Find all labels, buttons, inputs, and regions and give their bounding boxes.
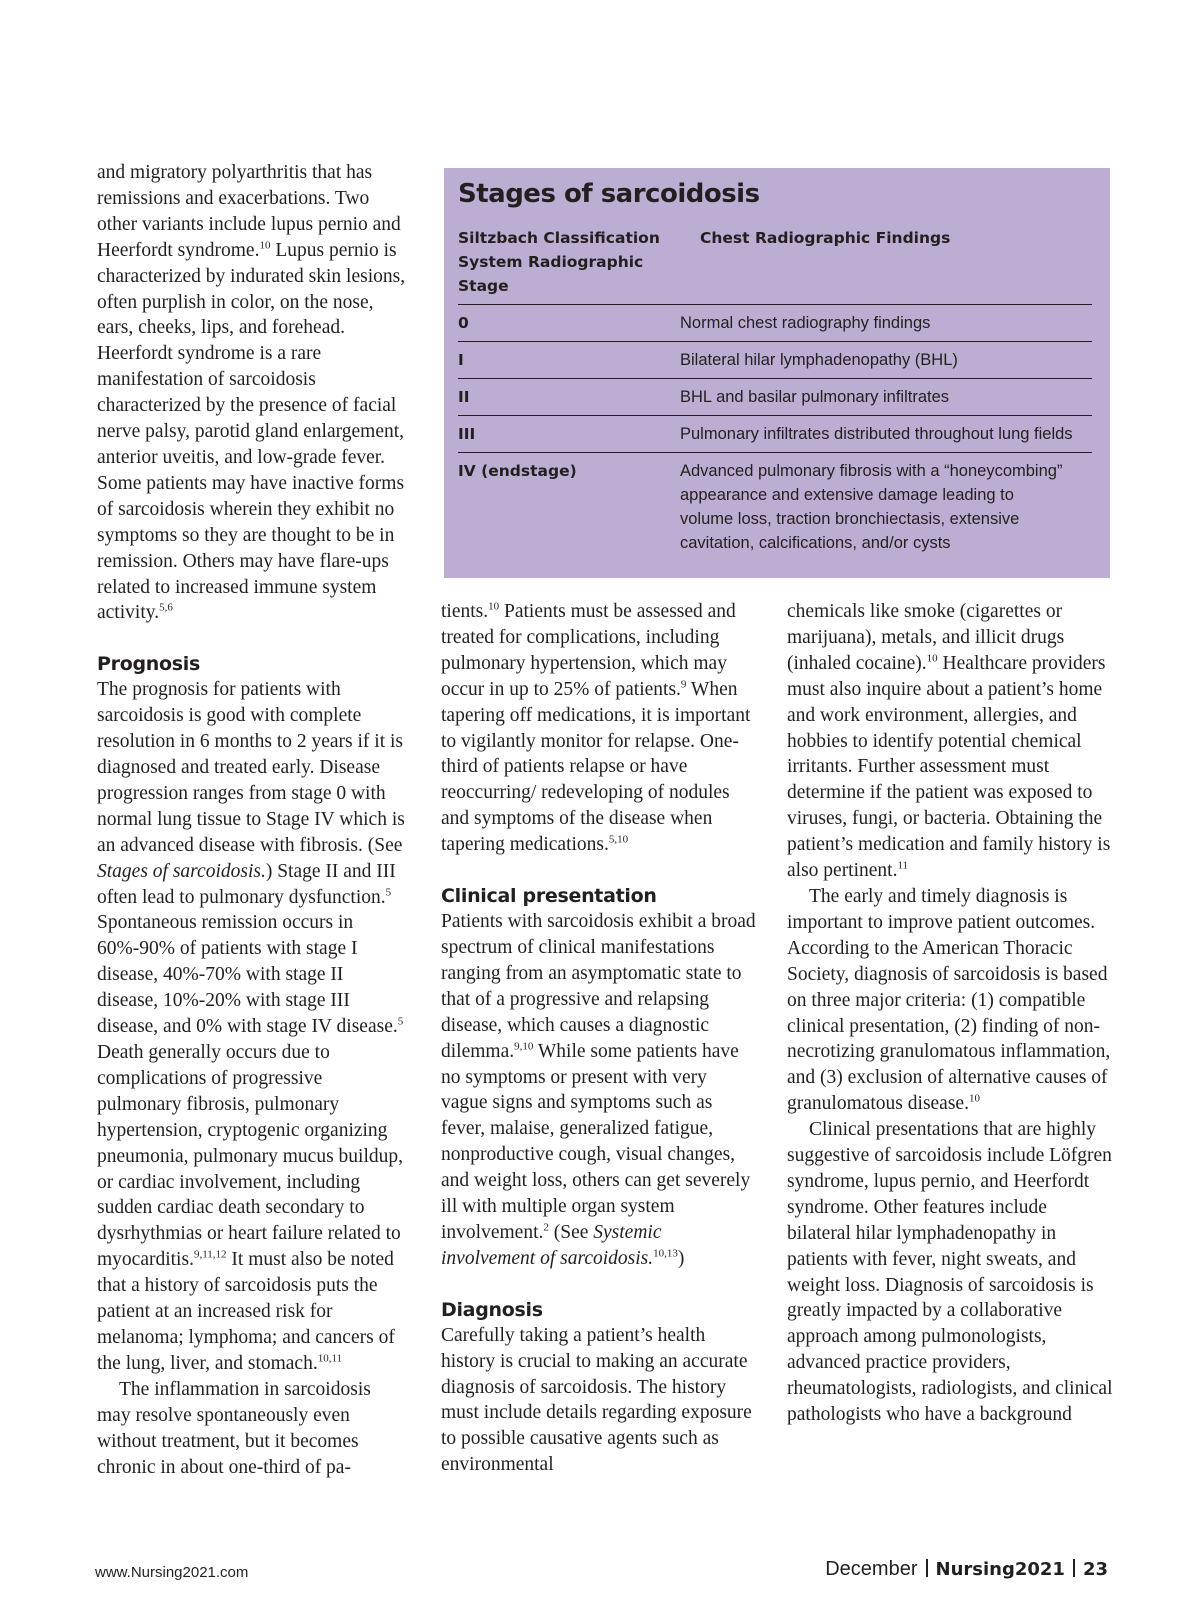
- table-row: [458, 416, 1092, 453]
- footer-page-number: 23: [1082, 1559, 1108, 1580]
- table-cell-finding: Bilateral hilar lymphadenopathy (BHL): [680, 351, 958, 369]
- table-cell-finding: Normal chest radiography findings: [680, 314, 931, 332]
- table-row: [458, 305, 1092, 342]
- table-row: [458, 379, 1092, 416]
- footer-divider: [926, 1559, 928, 1577]
- table-cell-finding: Pulmonary infiltrates distributed throughout lung fields: [680, 425, 1073, 443]
- footer-month: December: [825, 1558, 918, 1580]
- stages-table-box: [444, 168, 1110, 578]
- table-header-stage: Siltzbach Classification System Radiographic Stage: [458, 229, 660, 295]
- paragraph: Carefully taking a patient’s health history is crucial to making an accurate diagnosis of sarcoidosis. The history must include details regarding exposure to possible causative agents such as environmental: [441, 1324, 752, 1476]
- paragraph: The early and timely diagnosis is important to improve patient outcomes. According to the American Thoracic Society, diagnosis of sarcoidosis is based on three major criteria: (1) compatible clinical presentation, (2) finding of non-necrotizing granulomatous inflammation, and (3) exclusion of alternative causes of granulomatous disease.$^{10}$: [787, 885, 1111, 1115]
- section-heading-diagnosis: Diagnosis: [441, 1298, 543, 1321]
- paragraph: The inflammation in sarcoidosis may resolve spontaneously even without treatment, but it becomes chronic in about one-third of pa-: [97, 1378, 371, 1478]
- table-header-row: [458, 226, 1092, 305]
- table-cell-finding: BHL and basilar pulmonary infiltrates: [680, 388, 950, 406]
- table-cell-finding: Advanced pulmonary fibrosis with a “honeycombing” appearance and extensive damage leading to volume loss, traction bronchiectasis, extensive cavitation, calcifications, and/or cysts: [680, 462, 1063, 552]
- paragraph: Clinical presentations that are highly suggestive of sarcoidosis include Löfgren syndrome, lupus pernio, and Heerfordt syndrome. Other features include bilateral hilar lymphadenopathy in patients with fever, night sweats, and weight loss. Diagnosis of sarcoidosis is greatly impacted by a collaborative approach among pulmonologists, advanced practice providers, rheumatologists, radiologists, and clinical pathologists who have a background: [787, 1119, 1113, 1426]
- footer-divider: [1073, 1559, 1075, 1577]
- table-header-findings: Chest Radiographic Findings: [700, 229, 951, 247]
- paragraph: Patients with sarcoidosis exhibit a broad spectrum of clinical manifestations ranging from an asymptomatic state to that of a progressive and relapsing disease, which causes a diagnostic dilemma.$^{9,10}$ While some patients have no symptoms or present with very vague signs and symptoms such as fever, malaise, generalized fatigue, nonproductive cough, visual changes, and weight loss, others can get severely ill with multiple organ system involvement.$^2$ (See Systemic involvement of sarcoidosis.$^{10,13}$): [441, 911, 756, 1269]
- table-cell-stage: I: [458, 351, 464, 369]
- footer-folio: [825, 1558, 1108, 1581]
- footer-website: www.Nursing2021.com: [95, 1564, 249, 1581]
- table-row: [458, 453, 1092, 561]
- table-cell-stage: 0: [458, 314, 469, 332]
- table-title: Stages of sarcoidosis: [458, 179, 760, 209]
- paragraph: chemicals like smoke (cigarettes or marijuana), metals, and illicit drugs (inhaled cocaine).$^{10}$ Healthcare providers must also inquire about a patient’s home and work environment, allergies, and hobbies to identify potential chemical irritants. Further assessment must determine if the patient was exposed to viruses, fungi, or bacteria. Obtaining the patient’s medication and family history is also pertinent.$^{11}$: [787, 601, 1111, 882]
- paragraph: tients.$^{10}$ Patients must be assessed and treated for complications, including pulmonary hypertension, which may occur in up to 25% of patients.$^9$ When tapering off medications, it is important to vigilantly monitor for relapse. One-third of patients relapse or have reoccurring/ redeveloping of nodules and symptoms of the disease when tapering medications.$^{5,10}$: [441, 600, 751, 856]
- text-column-2: [441, 599, 756, 1478]
- section-heading-clinical-presentation: Clinical presentation: [441, 885, 657, 908]
- text-column-3: [787, 599, 1113, 1428]
- section-heading-prognosis: Prognosis: [97, 653, 200, 676]
- table-cell-stage: III: [458, 425, 476, 443]
- table-cell-stage: IV (endstage): [458, 462, 577, 480]
- table-cell-stage: II: [458, 388, 470, 406]
- paragraph: The prognosis for patients with sarcoidosis is good with complete resolution in 6 months to 2 years if it is diagnosed and treated early. Disease progression ranges from stage 0 with normal lung tissue to Stage IV which is an advanced disease with fibrosis. (See Stages of sarcoidosis.) Stage II and III often lead to pulmonary dysfunction.$^5$ Spontaneous remission occurs in 60%-90% of patients with stage I disease, 40%-70% with stage II disease, 10%-20% with stage III disease, and 0% with stage IV disease.$^5$ Death generally occurs due to complications of progressive pulmonary fibrosis, pulmonary hypertension, cryptogenic organizing pneumonia, pulmonary mucus buildup, or cardiac involvement, including sudden cardiac death secondary to dysrhythmias or heart failure related to myocarditis.$^{9,11,12}$ It must also be noted that a history of sarcoidosis puts the patient at an increased risk for melanoma; lymphoma; and cancers of the lung, liver, and stomach.$^{10,11}$: [97, 679, 405, 1374]
- text-column-1: [97, 160, 409, 1480]
- table-row: [458, 342, 1092, 379]
- footer-journal: Nursing2021: [935, 1559, 1065, 1580]
- paragraph: and migratory polyarthritis that has remissions and exacerbations. Two other variants include lupus pernio and Heerfordt syndrome.$^{10}$ Lupus pernio is characterized by indurated skin lesions, often purplish in color, on the nose, ears, cheeks, lips, and forehead. Heerfordt syndrome is a rare manifestation of sarcoidosis characterized by the presence of facial nerve palsy, parotid gland enlargement, anterior uveitis, and low-grade fever. Some patients may have inactive forms of sarcoidosis wherein they exhibit no symptoms so they are thought to be in remission. Others may have flare-ups related to increased immune system activity.$^{5,6}$: [97, 162, 406, 624]
